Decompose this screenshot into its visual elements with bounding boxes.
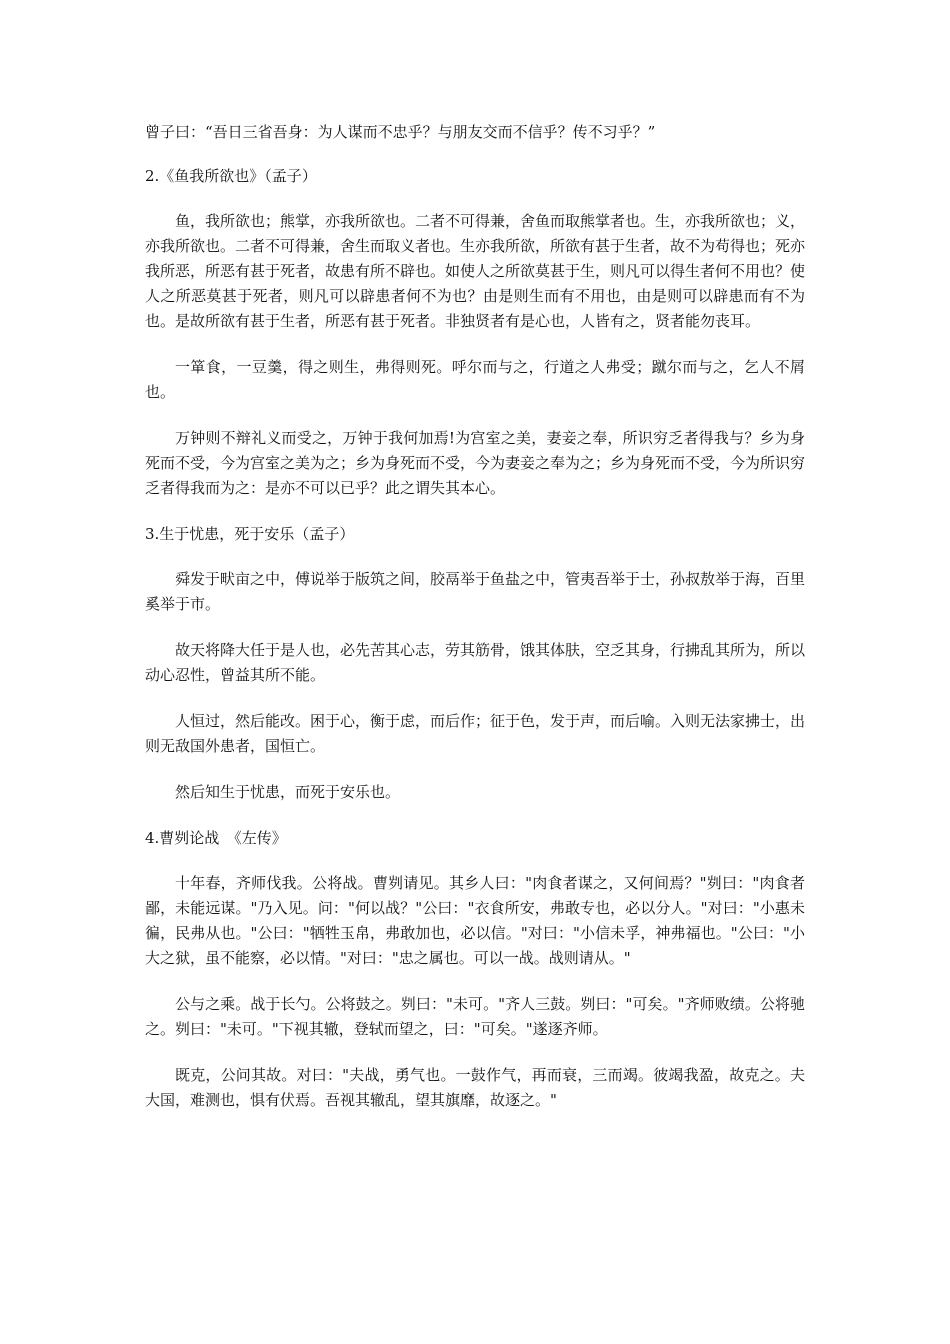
- paragraph: 故天将降大任于是人也，必先苦其心志，劳其筋骨，饿其体肤，空乏其身，行拂乱其所为，所以动心忍性，曾益其所不能。: [145, 641, 806, 684]
- paragraph: 一箪食，一豆羹，得之则生，弗得则死。呼尔而与之，行道之人弗受；蹴尔而与之，乞人不屑也。: [145, 358, 805, 401]
- paragraph: 既克，公问其故。对曰："夫战，勇气也。一鼓作气，再而衰，三而竭。彼竭我盈，故克之。夫大国，难测也，惧有伏焉。吾视其辙乱，望其旗靡，故逐之。": [145, 1066, 805, 1109]
- paragraph: 十年春，齐师伐我。公将战。曹刿请见。其乡人曰："肉食者谋之，又何间焉？"刿曰："肉食者鄙，未能远谋。"乃入见。问："何以战？"公曰："衣食所安，弗敢专也，必以分人。"对曰："小惠未徧，民弗从也。"公曰："牺牲玉帛，弗敢加也，必以信。"对曰："小信未孚，神弗福也。"公曰："小大之狱，虽不能察，必以情。"对曰："忠之属也。可以一战。战则请从。": [145, 874, 805, 967]
- document-page: [145, 120, 805, 1134]
- section-heading-cao-gui-lun-zhan: 4.曹刿论战 《左传》: [145, 829, 287, 847]
- opening-quote-line: 曾子曰：“吾日三省吾身：为人谋而不忠乎？与朋友交而不信乎？传不习乎？”: [145, 123, 656, 141]
- paragraph: 万钟则不辩礼义而受之，万钟于我何加焉!为宫室之美，妻妾之奉，所识穷乏者得我与？乡为身死而不受，今为宫室之美为之；乡为身死而不受，今为妻妾之奉为之；乡为身死而不受，今为所识穷乏者得我而为之：是亦不可以已乎？此之谓失其本心。: [145, 429, 806, 497]
- paragraph: 舜发于畎亩之中，傅说举于版筑之间，胶鬲举于鱼盐之中，管夷吾举于士，孙叔敖举于海，百里奚举于市。: [145, 570, 806, 613]
- paragraph: 人恒过，然后能改。困于心，衡于虑，而后作；征于色，发于声，而后喻。入则无法家拂士，出则无敌国外患者，国恒亡。: [145, 712, 806, 755]
- section-heading-sheng-yu-you-huan: 3.生于忧患，死于安乐（孟子）: [145, 525, 355, 543]
- paragraph: 然后知生于忧患，而死于安乐也。: [175, 783, 401, 801]
- paragraph: 公与之乘。战于长勺。公将鼓之。刿曰："未可。"齐人三鼓。刿曰："可矣。"齐师败绩。公将驰之。刿曰："未可。"下视其辙，登轼而望之，曰："可矣。"遂逐齐师。: [145, 995, 805, 1038]
- section-heading-yu-wo-suo-yu-ye: 2.《鱼我所欲也》（孟子）: [145, 167, 317, 185]
- paragraph: 鱼，我所欲也；熊掌，亦我所欲也。二者不可得兼，舍鱼而取熊掌者也。生，亦我所欲也；义，亦我所欲也。二者不可得兼，舍生而取义者也。生亦我所欲，所欲有甚于生者，故不为苟得也；死亦我所恶，所恶有甚于死者，故患有所不辟也。如使人之所欲莫甚于生，则凡可以得生者何不用也？使人之所恶莫甚于死者，则凡可以辟患者何不为也？由是则生而有不用也，由是则可以辟患而有不为也。是故所欲有甚于生者，所恶有甚于死者。非独贤者有是心也，人皆有之，贤者能勿丧耳。: [145, 212, 806, 330]
